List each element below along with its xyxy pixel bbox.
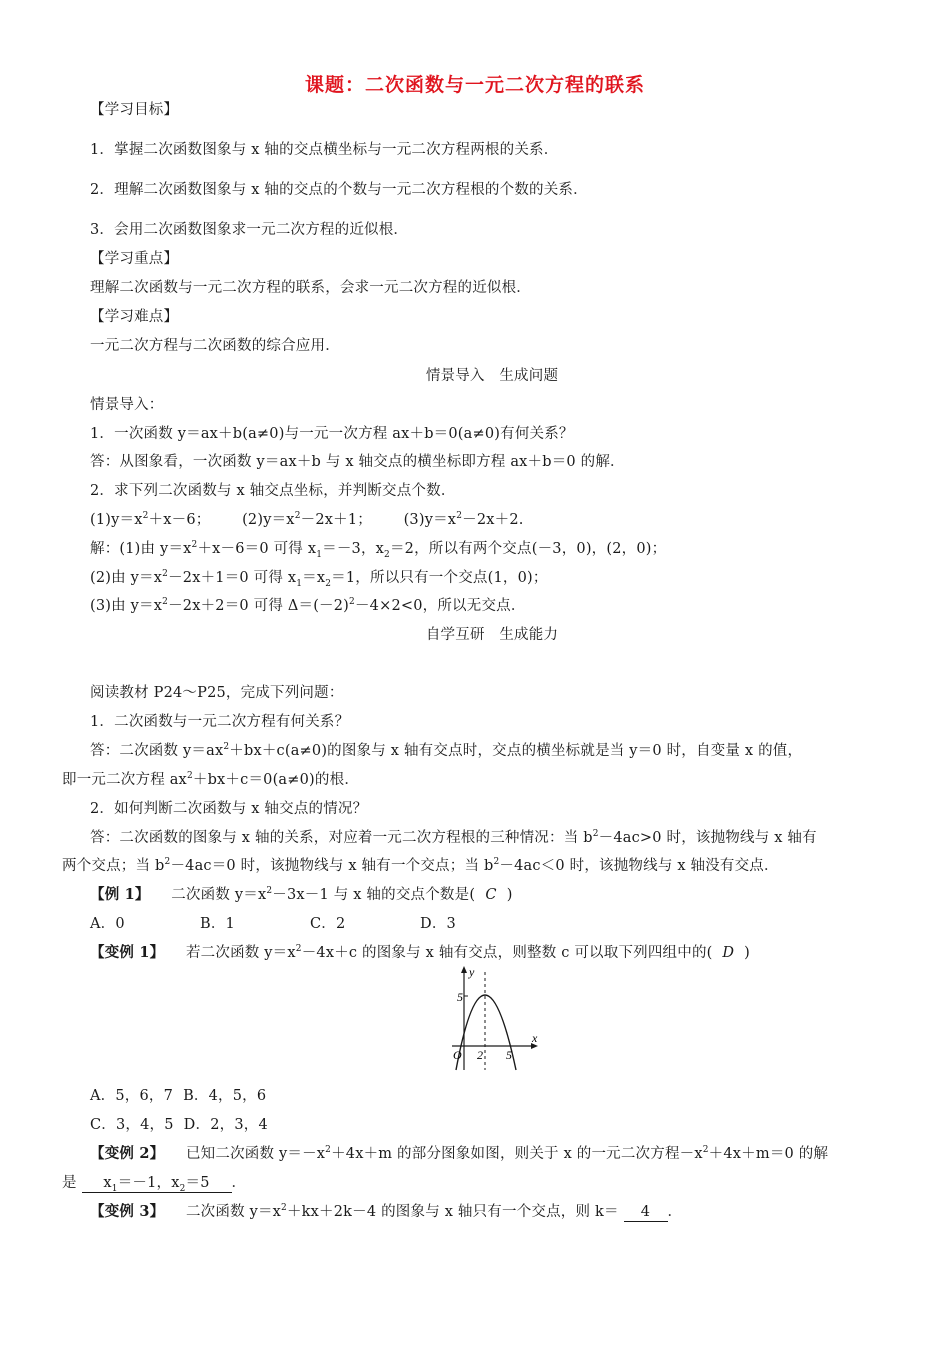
- goal-2: 2．理解二次函数图象与 x 轴的交点的个数与一元二次方程根的个数的关系．: [90, 182, 588, 198]
- x-axis-label: x: [532, 1031, 538, 1045]
- x-tick-2-label: 2: [477, 1048, 483, 1062]
- example-1-options: A．0 B．1 C．2 D．3: [90, 916, 456, 932]
- variant-2-line-2: 是 $x_1=-1$，$x_2=5$ ．: [62, 1175, 247, 1194]
- reading-instruction: 阅读教材 P24～P25，完成下列问题：: [90, 685, 344, 701]
- key-points: 理解二次函数与一元二次方程的联系，会求一元二次方程的近似根．: [90, 280, 531, 296]
- heading-difficulties: 【学习难点】: [90, 309, 179, 325]
- variant-1-options-row-1: A．5，6，7 B．4，5，6: [90, 1088, 267, 1104]
- y-axis-arrow-icon: [461, 966, 467, 973]
- variant-1: 【变例 1】 若二次函数 $y=x^2-4x+c$ 的图象与 x 轴有交点，则整数 c 可以取下列四组中的( D ): [90, 944, 750, 961]
- problem-1-answer-line-1: 答：二次函数 $y=ax^2+bx+c(a\ne 0)$的图象与 x 轴有交点时，交点的横坐标就是当 y＝0 时，自变量 x 的值，: [90, 742, 803, 759]
- problem-2-answer-line-2: 两个交点；当 $b^2-4ac=0$ 时，该抛物线与 x 轴有一个交点；当 $b^2-4ac<0$ 时，该抛物线与 x 轴没有交点．: [62, 857, 779, 874]
- section-heading-selfstudy: 自学互研 生成能力: [425, 627, 559, 643]
- solution-3: (3)由 $y=x^2-2x+2=0$ 可得 $\Delta=(-2)^2-4\times 2<0$，所以无交点．: [90, 597, 526, 614]
- section-heading-intro: 情景导入 生成问题: [425, 368, 559, 384]
- question-1: 1．一次函数 y＝ax＋b(a≠0)与一元一次方程 ax＋b＝0(a≠0)有何关系？: [90, 426, 574, 442]
- y-tick-5-label: 5: [457, 990, 463, 1004]
- variant-2-tag: 【变例 2】: [90, 1145, 165, 1162]
- page-title: 课题：二次函数与一元二次方程的联系: [304, 74, 645, 96]
- solution-1: 解：(1)由 $y=x^2+x-6=0$ 可得 $x_1=-3$，$x_2=2$，所以有两个交点(－3，0)，(2，0)；: [90, 540, 667, 560]
- variant-3-answer: 4: [624, 1204, 668, 1222]
- problem-2-answer-line-1: 答：二次函数的图象与 x 轴的关系，对应着一元二次方程根的三种情况：当 $b^2-4ac>0$ 时，该抛物线与 x 轴有: [90, 829, 817, 846]
- origin-label: O: [453, 1048, 462, 1062]
- variant-3: 【变例 3】 二次函数 $y=x^2+kx+2k-4$ 的图象与 x 轴只有一个交点，则 k＝ 4 ．: [90, 1203, 683, 1220]
- goal-3: 3．会用二次函数图象求一元二次方程的近似根．: [90, 222, 409, 238]
- question-2-items: $(1)y=x^2+x-6$； $(2)y=x^2-2x+1$； $(3)y=x^2-2x+2$.: [90, 511, 524, 528]
- example-1-tag: 【例 1】: [90, 886, 150, 903]
- y-axis-label: y: [469, 965, 475, 979]
- heading-key-points: 【学习重点】: [90, 251, 179, 267]
- example-1-answer: C: [485, 887, 497, 903]
- variant-1-options-row-2: C．3，4，5 D．2，3，4: [90, 1117, 268, 1133]
- example-1: 【例 1】 二次函数 $y=x^2-3x-1$ 与 x 轴的交点个数是( C ): [90, 886, 513, 903]
- variant-1-tag: 【变例 1】: [90, 944, 165, 961]
- answer-1: 答：从图象看，一次函数 y＝ax＋b 与 x 轴交点的横坐标即方程 ax＋b＝0 的解．: [90, 454, 625, 470]
- goal-1: 1．掌握二次函数图象与 x 轴的交点横坐标与一元二次方程两根的关系．: [90, 142, 559, 158]
- problem-1-answer-line-2: 即一元二次方程 $ax^2+bx+c=0(a\ne 0)$的根．: [62, 771, 360, 788]
- difficulties: 一元二次方程与二次函数的综合应用．: [90, 338, 340, 354]
- variant-1-answer: D: [722, 945, 735, 961]
- problem-1: 1．二次函数与一元二次方程有何关系？: [90, 714, 350, 730]
- intro-label: 情景导入：: [90, 397, 164, 413]
- question-2: 2．求下列二次函数与 x 轴交点坐标，并判断交点个数．: [90, 483, 456, 499]
- heading-goals: 【学习目标】: [90, 102, 179, 118]
- parabola-graph: [444, 962, 544, 1072]
- solution-2: (2)由 $y=x^2-2x+1=0$ 可得 $x_1=x_2=1$，所以只有一个交点(1，0)；: [90, 569, 548, 589]
- problem-2: 2．如何判断二次函数与 x 轴交点的情况？: [90, 801, 368, 817]
- x-tick-5-label: 5: [506, 1048, 512, 1062]
- variant-2-line-1: 【变例 2】 已知二次函数 $y=-x^2+4x+m$ 的部分图象如图，则关于 x 的一元二次方程$-x^2+4x+m=0$ 的解: [90, 1145, 829, 1162]
- variant-2-answer: $x_1=-1$，$x_2=5$: [82, 1175, 232, 1193]
- variant-3-tag: 【变例 3】: [90, 1203, 165, 1220]
